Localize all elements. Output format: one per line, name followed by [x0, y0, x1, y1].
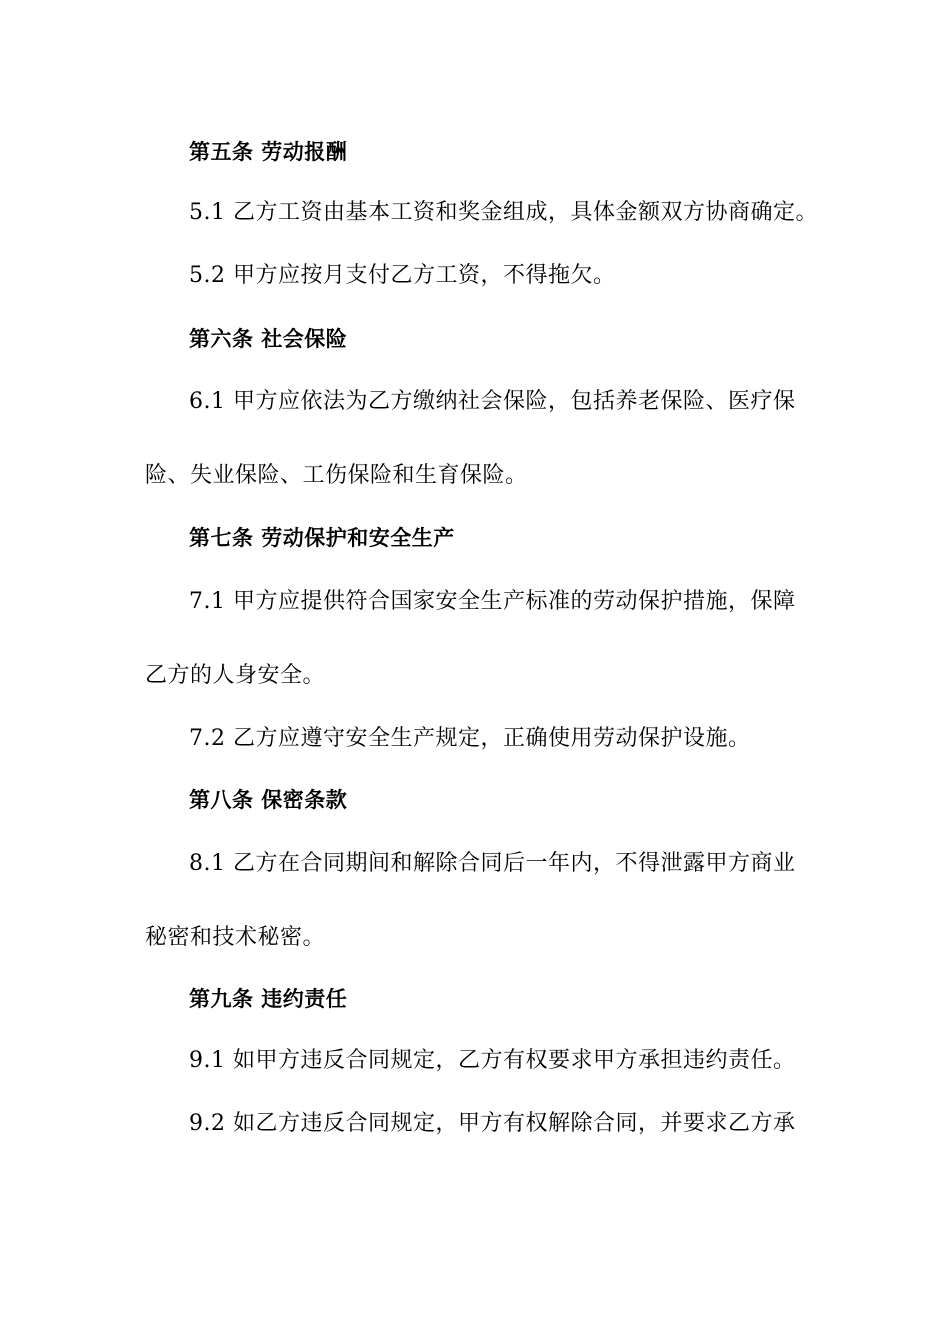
- section-5-heading: 第五条 劳动报酬: [189, 140, 348, 164]
- section-8-heading: 第八条 保密条款: [189, 788, 348, 812]
- section-9-heading: 第九条 违约责任: [189, 987, 348, 1011]
- clause-6-1: 6.1 甲方应依法为乙方缴纳社会保险，包括养老保险、医疗保: [189, 389, 796, 414]
- clause-7-1: 7.1 甲方应提供符合国家安全生产标准的劳动保护措施，保障: [189, 589, 796, 614]
- section-6-heading: 第六条 社会保险: [189, 327, 348, 351]
- clause-9-1: 9.1 如甲方违反合同规定，乙方有权要求甲方承担违约责任。: [189, 1048, 796, 1073]
- clause-8-1-continued: 秘密和技术秘密。: [145, 925, 326, 950]
- clause-7-2: 7.2 乙方应遵守安全生产规定，正确使用劳动保护设施。: [189, 726, 751, 751]
- clause-7-1-continued: 乙方的人身安全。: [145, 663, 326, 688]
- clause-8-1: 8.1 乙方在合同期间和解除合同后一年内，不得泄露甲方商业: [189, 851, 796, 876]
- clause-6-1-continued: 险、失业保险、工伤保险和生育保险。: [145, 463, 528, 488]
- clause-5-1: 5.1 乙方工资由基本工资和奖金组成，具体金额双方协商确定。: [189, 200, 818, 225]
- clause-5-2: 5.2 甲方应按月支付乙方工资，不得拖欠。: [189, 263, 616, 288]
- clause-9-2: 9.2 如乙方违反合同规定，甲方有权解除合同，并要求乙方承: [189, 1111, 796, 1136]
- section-7-heading: 第七条 劳动保护和安全生产: [189, 526, 455, 550]
